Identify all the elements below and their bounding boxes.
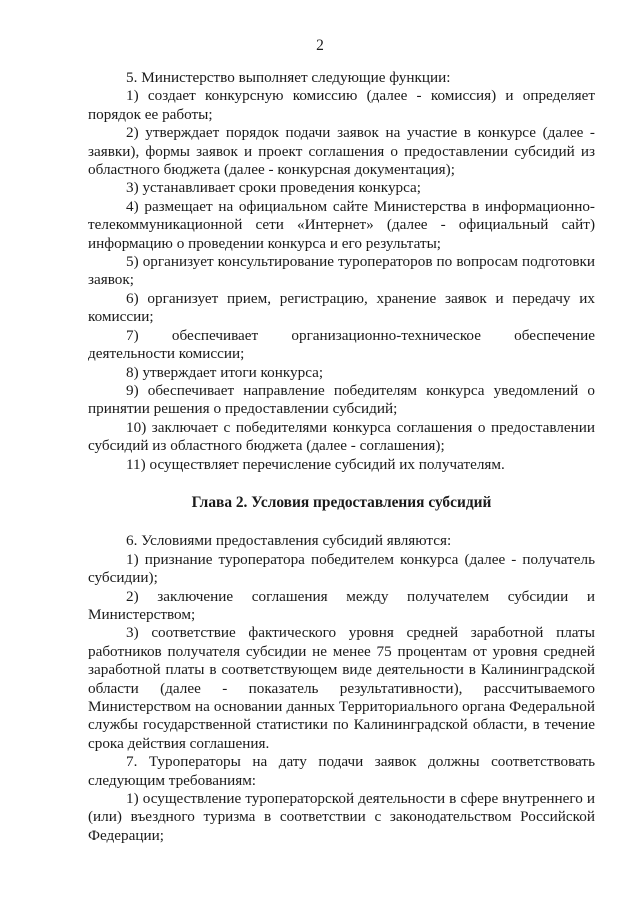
paragraph: 5) организует консультирование туроператоров по вопросам подготовки заявок; bbox=[88, 253, 595, 289]
page-number: 2 bbox=[316, 37, 324, 54]
paragraph: 6) организует прием, регистрацию, хранение заявок и передачу их комиссии; bbox=[88, 289, 595, 326]
paragraph: 3) соответствие фактического уровня средней заработной платы работников получателя субсидии не менее 75 процентам от уровня средней заработной платы в соответствующем виде деятельности в Калининградской области (далее - показатель результативности), рассчитываемого Министерством на основании данных Территориального органа Федеральной службы государственной статистики по Калининградской области, в течение срока действия соглашения. bbox=[88, 624, 595, 752]
paragraph: 2) заключение соглашения между получателем субсидии и Министерством; bbox=[88, 587, 595, 623]
paragraph: 2) утверждает порядок подачи заявок на участие в конкурсе (далее - заявки), формы заявок и проект соглашения о предоставлении субсидий из областного бюджета (далее - конкурсная документация); bbox=[88, 124, 595, 179]
paragraph: 6. Условиями предоставления субсидий являются: bbox=[126, 532, 452, 550]
chapter-heading: Глава 2. Условия предоставления субсидий bbox=[191, 493, 492, 511]
paragraph: 10) заключает с победителями конкурса соглашения о предоставлении субсидий из областного бюджета (далее - соглашения); bbox=[88, 418, 595, 455]
paragraph: 11) осуществляет перечисление субсидий их получателям. bbox=[126, 455, 505, 473]
paragraph: 1) создает конкурсную комиссию (далее - комиссия) и определяет порядок ее работы; bbox=[88, 87, 595, 123]
paragraph: 8) утверждает итоги конкурса; bbox=[126, 363, 324, 381]
paragraph: 5. Министерство выполняет следующие функции: bbox=[126, 69, 451, 86]
paragraph: 3) устанавливает сроки проведения конкурса; bbox=[126, 179, 422, 197]
paragraph: 1) признание туроператора победителем конкурса (далее - получатель субсидии); bbox=[88, 550, 595, 587]
paragraph: 9) обеспечивает направление победителям конкурса уведомлений о принятии решения о предоставлении субсидий; bbox=[88, 381, 595, 418]
document-body bbox=[88, 69, 595, 845]
paragraph: 1) осуществление туроператорской деятельности в сфере внутреннего и (или) въездного туризма в соответствии с законодательством Российской Федерации; bbox=[88, 790, 595, 844]
paragraph: 7) обеспечивает организационно-техническое обеспечение деятельности комиссии; bbox=[88, 326, 595, 363]
paragraph: 4) размещает на официальном сайте Министерства в информационно-телекоммуникационной сети «Интернет» (далее - официальный сайт) информацию о проведении конкурса и его результаты; bbox=[88, 197, 595, 252]
paragraph: 7. Туроператоры на дату подачи заявок должны соответствовать следующим требованиям: bbox=[88, 753, 595, 789]
